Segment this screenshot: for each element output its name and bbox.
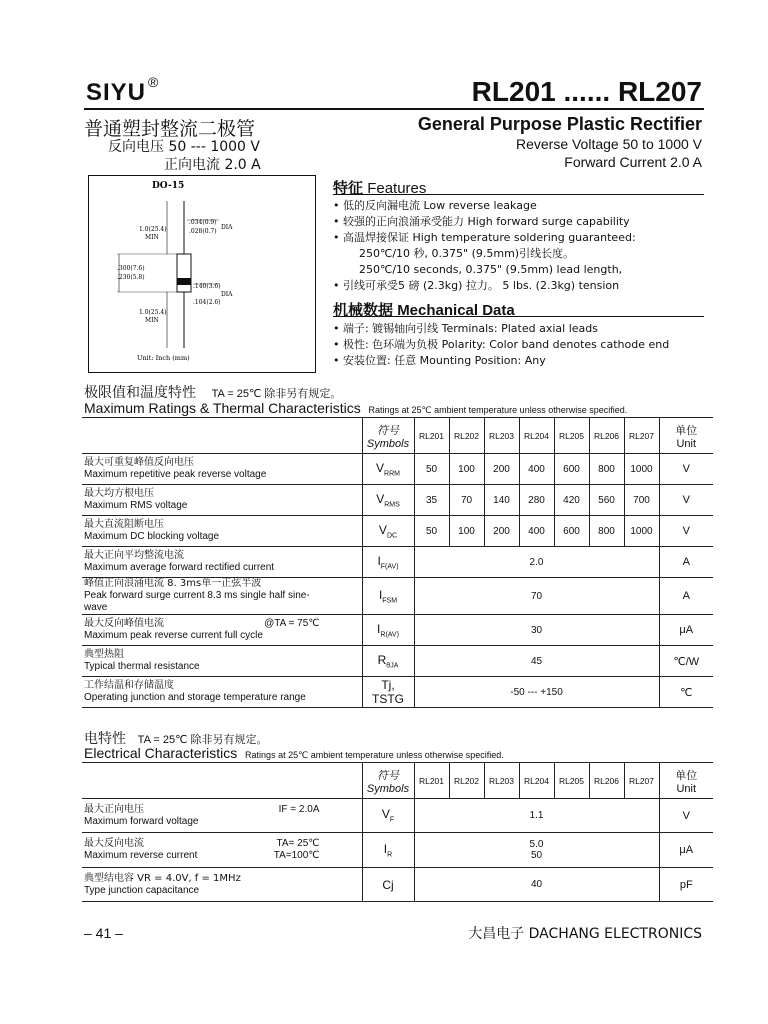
header-part-number: RL204	[519, 763, 554, 799]
table-row	[82, 677, 713, 708]
param-en: Maximum peak reverse current full cycle	[84, 630, 263, 641]
param-description	[82, 677, 362, 708]
model-range: RL201 ...... RL207	[471, 76, 702, 107]
param-description	[82, 578, 362, 615]
feature-item: • 引线可承受5 磅 (2.3kg) 拉力。 5 lbs. (2.3kg) tension	[333, 279, 620, 292]
param-value: 560	[589, 485, 624, 516]
value-main: 45	[530, 655, 543, 667]
param-cn: 最大直流阻断电压	[84, 519, 164, 530]
symbol-main: I	[377, 621, 381, 636]
param-cn: 最大均方根电压	[84, 488, 154, 499]
mechanical-title: 机械数据 Mechanical Data	[333, 302, 515, 319]
param-line-1	[84, 873, 360, 885]
param-value	[414, 615, 659, 646]
value-main: 30	[530, 624, 543, 636]
value-main: 40	[530, 879, 543, 890]
param-value: 50	[414, 516, 449, 547]
param-value	[414, 833, 659, 868]
siyu-logo: SIYU ®	[86, 74, 160, 106]
param-unit: A	[659, 578, 713, 615]
param-symbol	[362, 868, 414, 902]
header-part-number: RL201	[414, 763, 449, 799]
table-row	[82, 454, 713, 485]
symbol-subscript: RRM	[384, 470, 400, 478]
param-cn: 最大反向峰值电流	[84, 618, 164, 629]
header-part-number: RL204	[519, 418, 554, 454]
symbol-subscript: FSM	[382, 597, 398, 605]
param-value: 600	[554, 516, 589, 547]
param-description	[82, 454, 362, 485]
header-part-number: RL207	[624, 763, 659, 799]
param-line-2	[84, 661, 360, 673]
param-description	[82, 516, 362, 547]
header-part-number: RL205	[554, 763, 589, 799]
param-value: 70	[449, 485, 484, 516]
header-part-number: RL203	[484, 418, 519, 454]
mechanical-item: • 端子: 镀锡轴向引线 Terminals: Plated axial leads	[333, 322, 598, 335]
param-value: 600	[554, 454, 589, 485]
symbol-main: V	[378, 522, 387, 537]
header-part-number: RL201	[414, 418, 449, 454]
param-condition: IF = 2.0A	[278, 803, 320, 815]
table-row	[82, 485, 713, 516]
unit-cn: 单位	[675, 423, 698, 437]
lead-length-bottom: 1.0(25.4)	[139, 309, 167, 316]
header-part-number: RL202	[449, 763, 484, 799]
param-condition-2: TA=100℃	[273, 850, 320, 861]
electrical-table	[82, 762, 713, 902]
table-row	[82, 578, 713, 615]
symbol-main: R	[377, 652, 387, 667]
symbol-subscript: R(AV)	[380, 631, 399, 639]
feature-item: 250℃/10 seconds, 0.375" (9.5mm) lead length,	[359, 263, 623, 276]
value-main: 1.1	[529, 810, 544, 821]
param-description	[82, 833, 362, 868]
param-unit: ℃/W	[659, 646, 713, 677]
param-value: 200	[484, 516, 519, 547]
package-name: DO-15	[152, 181, 185, 191]
value-main: -50 --- +150	[510, 686, 563, 698]
features-rule	[333, 194, 704, 195]
param-value: 1000	[624, 516, 659, 547]
param-symbol	[362, 547, 414, 578]
package-drawing	[88, 175, 316, 373]
param-description	[82, 547, 362, 578]
param-value: 700	[624, 485, 659, 516]
param-value: 1000	[624, 454, 659, 485]
value-main: 70	[530, 590, 543, 602]
param-unit: ℃	[659, 677, 713, 708]
symbol-main: Tj, TSTG	[372, 678, 404, 706]
param-symbol	[362, 677, 414, 708]
param-en: Typical thermal resistance	[84, 661, 200, 672]
max-ratings-heading-en: Maximum Ratings & Thermal Characteristics Ratings at 25℃ ambient temperature unless otherwise specified.	[84, 400, 628, 416]
features-list	[333, 198, 636, 294]
param-value: 400	[519, 516, 554, 547]
symbol-main: V	[376, 491, 385, 506]
unit-en: Unit	[676, 782, 697, 795]
symbol-subscript: F(AV)	[380, 563, 399, 571]
feature-item: 250℃/10 秒, 0.375" (9.5mm)引线长度。	[359, 247, 575, 260]
table-row	[82, 547, 713, 578]
param-unit: V	[659, 516, 713, 547]
param-value: 50	[414, 454, 449, 485]
param-symbol	[362, 833, 414, 868]
electrical-heading-cn: 电特性 TA = 25℃ 除非另有规定。	[84, 731, 268, 747]
param-value: 140	[484, 485, 519, 516]
param-line-1	[84, 804, 360, 816]
symbol-main: V	[376, 460, 385, 475]
param-symbol	[362, 454, 414, 485]
symbol-main: I	[383, 841, 388, 856]
param-value: 100	[449, 454, 484, 485]
param-symbol	[362, 516, 414, 547]
lead-length-bottom-min: MIN	[145, 317, 159, 324]
param-en: Maximum DC blocking voltage	[84, 531, 220, 542]
param-line-2	[84, 590, 360, 614]
table-row	[82, 868, 713, 902]
symbol-main: V	[381, 807, 390, 822]
param-description	[82, 485, 362, 516]
param-value: 280	[519, 485, 554, 516]
param-line-2	[84, 692, 360, 704]
value-second: 50	[530, 850, 543, 861]
param-value	[414, 646, 659, 677]
symbol-subscript: RMS	[384, 501, 400, 509]
param-unit: A	[659, 547, 713, 578]
param-cn: 最大正向平均整流电流	[84, 550, 184, 561]
en-voltage: Reverse Voltage 50 to 1000 V	[515, 136, 702, 152]
param-cn: 工作结温和存储温度	[84, 680, 174, 691]
param-line-1	[84, 550, 360, 562]
symbol-main: I	[377, 553, 381, 568]
symbol-subscript: DC	[386, 532, 398, 540]
header-unit	[659, 418, 713, 454]
feature-item: • 高温焊接保证 High temperature soldering guaranteed:	[333, 231, 636, 244]
param-value: 400	[519, 454, 554, 485]
unit-en: Unit	[676, 437, 697, 450]
body-dia-max: .140(3.6)	[193, 283, 221, 290]
header-part-number: RL202	[449, 418, 484, 454]
mechanical-item: • 安装位置: 任意 Mounting Position: Any	[333, 354, 546, 367]
unit-note: Unit: Inch (mm)	[137, 354, 190, 362]
param-line-1	[84, 488, 360, 500]
param-en: Operating junction and storage temperature range	[84, 692, 306, 703]
table-header-row	[82, 763, 713, 799]
param-condition: @TA = 75℃	[264, 618, 320, 629]
param-symbol	[362, 646, 414, 677]
param-description	[82, 799, 362, 833]
param-symbol	[362, 799, 414, 833]
param-line-2	[84, 885, 360, 897]
electrical-heading-en: Electrical Characteristics Ratings at 25℃ ambient temperature unless otherwise specified.	[84, 745, 504, 761]
symbols-cn: 符号	[377, 423, 399, 437]
body-length-min: .230(5.8)	[117, 274, 145, 281]
param-description	[82, 868, 362, 902]
header-blank	[82, 418, 362, 454]
param-value: 100	[449, 516, 484, 547]
lead-dia-max: .034(0.9)	[189, 219, 217, 226]
symbols-en: Symbols	[366, 782, 410, 795]
param-value: 200	[484, 454, 519, 485]
param-en: Peak forward surge current 8.3 ms single half sine-wave	[84, 590, 310, 613]
param-unit: V	[659, 454, 713, 485]
param-unit: V	[659, 485, 713, 516]
param-cn: 最大反向电流	[84, 838, 144, 849]
param-line-1	[84, 578, 360, 590]
param-line-2	[84, 469, 360, 481]
lead-length-top: 1.0(25.4)	[139, 226, 167, 233]
symbol-subscript: θJA	[386, 662, 399, 670]
header-symbols	[362, 763, 414, 799]
param-cn: 典型热阻	[84, 649, 124, 660]
param-value	[414, 868, 659, 902]
param-en: Maximum repetitive peak reverse voltage	[84, 469, 267, 480]
table-row	[82, 646, 713, 677]
feature-item: • 低的反向漏电流 Low reverse leakage	[333, 199, 537, 212]
value-main: 2.0	[529, 556, 544, 568]
header-part-number: RL206	[589, 418, 624, 454]
mechanical-rule	[333, 316, 704, 317]
do15-outline-drawing	[89, 176, 315, 372]
param-line-2	[84, 816, 360, 828]
page-number: – 41 –	[84, 925, 123, 941]
param-description	[82, 615, 362, 646]
param-value	[414, 547, 659, 578]
body-dia-label: DIA	[221, 291, 233, 298]
param-condition: TA= 25℃	[276, 838, 320, 849]
symbol-main: I	[378, 587, 383, 602]
header-part-number: RL205	[554, 418, 589, 454]
table-header-row	[82, 418, 713, 454]
unit-cn: 单位	[675, 768, 698, 782]
cn-current: 正向电流 2.0 A	[164, 157, 261, 173]
param-en: Maximum reverse current	[84, 850, 198, 861]
param-cn: 峰值正向浪涌电流 8. 3ms单一正弦半波	[84, 578, 262, 589]
header-part-number: RL206	[589, 763, 624, 799]
param-value: 35	[414, 485, 449, 516]
param-unit: V	[659, 799, 713, 833]
feature-item: • 较强的正向浪涌承受能力 High forward surge capability	[333, 215, 630, 228]
param-line-1	[84, 649, 360, 661]
param-cn: 最大可重复峰值反向电压	[84, 457, 194, 468]
symbol-subscript: R	[387, 851, 393, 859]
param-line-1	[84, 519, 360, 531]
header-unit	[659, 763, 713, 799]
lead-dia-min: .028(0.7)	[189, 228, 217, 235]
header-blank	[82, 763, 362, 799]
mechanical-list	[333, 321, 669, 369]
company-name: 大昌电子 DACHANG ELECTRONICS	[468, 926, 702, 942]
table-row	[82, 516, 713, 547]
param-line-2	[84, 531, 360, 543]
param-en: Maximum RMS voltage	[84, 500, 188, 511]
symbols-en: Symbols	[366, 437, 410, 450]
param-line-2	[84, 850, 360, 862]
param-unit: μA	[659, 833, 713, 868]
lead-length-top-min: MIN	[145, 234, 159, 241]
cn-title: 普通塑封整流二极管	[84, 118, 256, 140]
param-cn: 最大正向电压	[84, 803, 144, 815]
param-value: 800	[589, 454, 624, 485]
header-part-number: RL207	[624, 418, 659, 454]
param-symbol	[362, 485, 414, 516]
param-line-1	[84, 457, 360, 469]
max-ratings-heading-cn: 极限值和温度特性 TA = 25℃ 除非另有规定。	[84, 385, 342, 401]
max-ratings-table	[82, 417, 713, 708]
param-value	[414, 578, 659, 615]
param-description	[82, 646, 362, 677]
param-value: 420	[554, 485, 589, 516]
symbol-subscript: F	[389, 816, 395, 824]
param-unit: pF	[659, 868, 713, 902]
param-unit: μA	[659, 615, 713, 646]
symbols-cn: 符号	[377, 768, 399, 782]
param-symbol	[362, 578, 414, 615]
mechanical-item: • 极性: 色环端为负极 Polarity: Color band denotes cathode end	[333, 338, 670, 351]
param-en: Maximum average forward rectified current	[84, 562, 275, 573]
param-symbol	[362, 615, 414, 646]
param-line-2	[84, 562, 360, 574]
value-main: 5.0	[529, 839, 544, 850]
table-row	[82, 833, 713, 868]
table-row	[82, 615, 713, 646]
param-line-1	[84, 618, 360, 630]
param-value	[414, 799, 659, 833]
header-part-number: RL203	[484, 763, 519, 799]
param-line-2	[84, 500, 360, 512]
table-row	[82, 799, 713, 833]
en-title: General Purpose Plastic Rectifier	[417, 114, 702, 134]
symbol-main: Cj	[382, 877, 394, 892]
param-value: 800	[589, 516, 624, 547]
cn-voltage: 反向电压 50 --- 1000 V	[108, 139, 260, 155]
en-current: Forward Current 2.0 A	[564, 154, 702, 170]
body-length-max: .300(7.6)	[117, 265, 145, 272]
param-line-2	[84, 630, 360, 642]
param-cn: 典型结电容 VR = 4.0V, f = 1MHz	[84, 872, 241, 884]
param-en: Type junction capacitance	[84, 884, 200, 896]
header-symbols	[362, 418, 414, 454]
param-en: Maximum forward voltage	[84, 815, 199, 827]
body-dia-min: .104(2.6)	[193, 299, 221, 306]
param-value	[414, 677, 659, 708]
param-line-1	[84, 680, 360, 692]
param-line-1	[84, 838, 360, 850]
features-title: 特征 Features	[333, 180, 427, 197]
header-rule	[84, 108, 704, 110]
lead-dia-label: DIA	[221, 224, 233, 231]
